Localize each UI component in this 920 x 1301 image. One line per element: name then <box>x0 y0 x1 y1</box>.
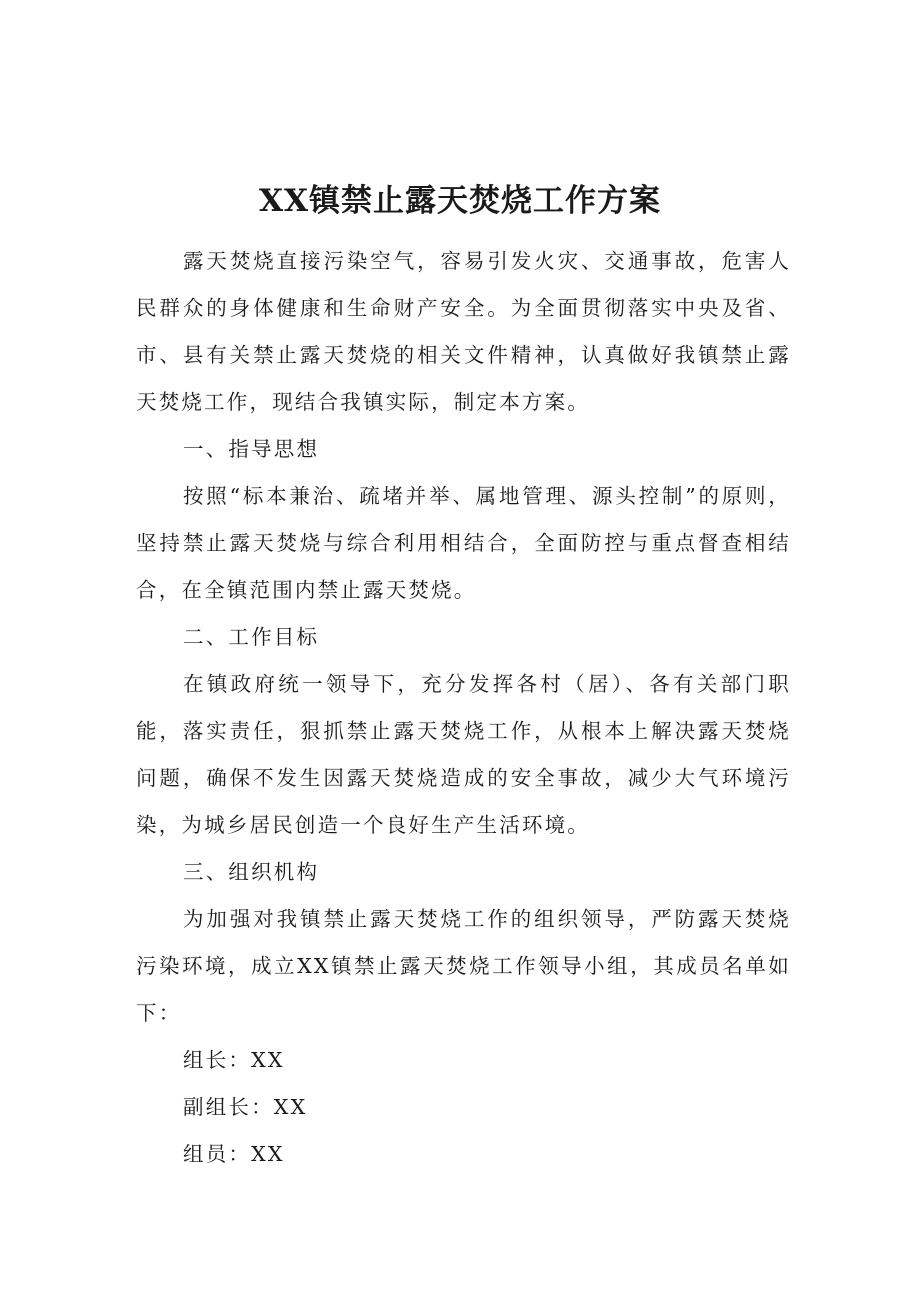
member-leader: 组长：XX <box>183 1048 285 1072</box>
member-deputy-leader: 副组长：XX <box>183 1095 308 1119</box>
section-heading-guiding-principles: 一、指导思想 <box>183 437 320 461</box>
intro-paragraph: 露天焚烧直接污染空气，容易引发火灾、交通事故，危害人民群众的身体健康和生命财产安全。为全面贯彻落实中央及省、市、县有关禁止露天焚烧的相关文件精神，认真做好我镇禁止露天焚烧工作，现结合我镇实际，制定本方案。 <box>136 249 791 414</box>
member-members: 组员：XX <box>183 1142 285 1166</box>
work-goals-paragraph: 在镇政府统一领导下，充分发挥各村（居）、各有关部门职能，落实责任，狠抓禁止露天焚烧工作，从根本上解决露天焚烧问题，确保不发生因露天焚烧造成的安全事故，减少大气环境污染，为城乡居民创造一个良好生产生活环境。 <box>136 672 791 837</box>
document-title: XX镇禁止露天焚烧工作方案 <box>258 183 662 219</box>
section-heading-work-goals: 二、工作目标 <box>183 625 320 649</box>
organization-paragraph: 为加强对我镇禁止露天焚烧工作的组织领导，严防露天焚烧污染环境，成立XX镇禁止露天焚烧工作领导小组，其成员名单如下： <box>136 907 791 1025</box>
section-heading-organization: 三、组织机构 <box>183 860 320 884</box>
guiding-principles-paragraph: 按照“标本兼治、疏堵并举、属地管理、源头控制”的原则，坚持禁止露天焚烧与综合利用相结合，全面防控与重点督查相结合，在全镇范围内禁止露天焚烧。 <box>136 484 791 602</box>
document-body <box>136 238 791 1178</box>
